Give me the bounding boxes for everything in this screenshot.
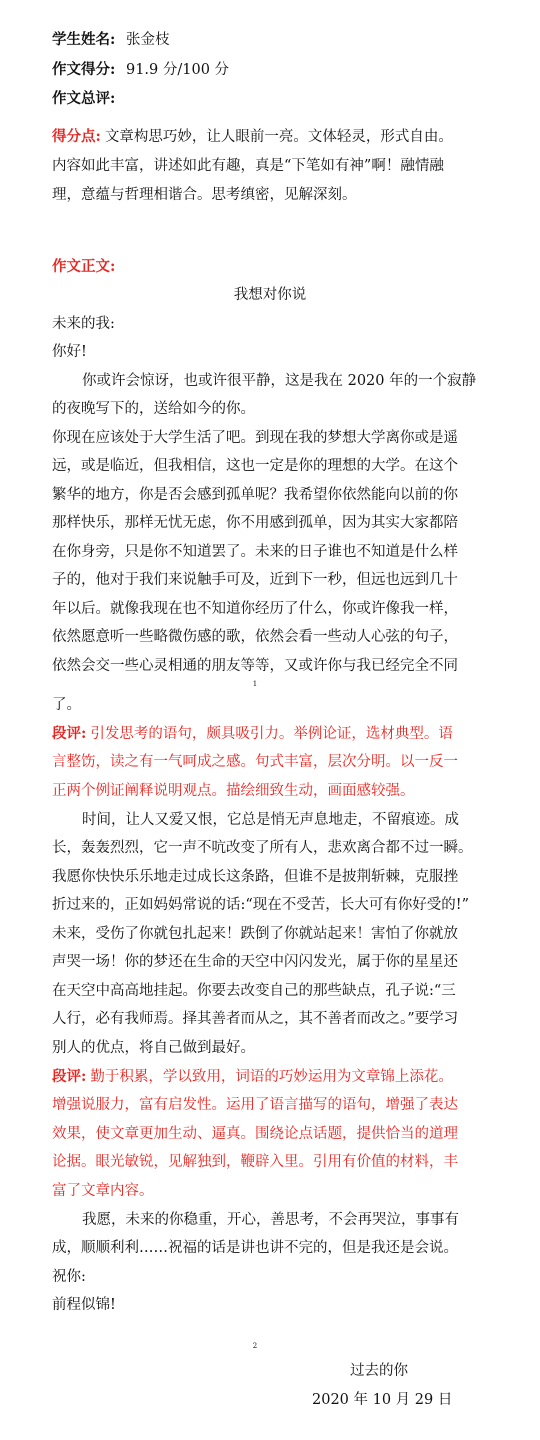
para1-line-1: 你或许会惊讶，也或许很平静，这是我在 2020 年的一个寂静 <box>82 373 477 389</box>
score-value: 91.9 分/100 分 <box>125 62 230 78</box>
para4-line-1: 我愿，未来的你稳重，开心，善思考，不会再哭泣，事事有 <box>82 1212 459 1228</box>
overall-comment-label: 作文总评: <box>52 90 116 107</box>
closing-line-1: 祝你: <box>52 1269 86 1285</box>
para3-line-8: 人行，必有我师焉。择其善者而从之，其不善者而改之。”要学习 <box>52 1011 459 1027</box>
greeting-line-1: 未来的我: <box>52 316 115 332</box>
para3-line-2: 长，轰轰烈烈，它一声不吭改变了所有人，悲欢离合都不过一瞬。 <box>52 840 473 856</box>
para3-line-3: 我愿你快快乐乐地走过成长这条路，但谁不是披荆斩棘，克服挫 <box>52 869 458 885</box>
comment2-line-1: 段评: 勤于积累，学以致用，词语的巧妙运用为文章锦上添花。 <box>52 1068 453 1085</box>
student-name-row <box>52 30 169 50</box>
comment1-line-2: 言整饬，读之有一气呵成之感。句式丰富，层次分明。以一反一 <box>52 754 458 770</box>
score-points-line-2: 内容如此丰富，讲述如此有趣，真是“下笔如有神”啊！融情融 <box>52 158 444 174</box>
essay-label: 作文正文: <box>52 258 116 275</box>
para3-line-6: 声哭一场！你的梦还在生命的天空中闪闪发光，属于你的星星还 <box>52 954 458 970</box>
para3-line-4: 折过来的，正如妈妈常说的话:“现在不受苦，长大可有你好受的!” <box>52 897 470 913</box>
para2-end: 了。 <box>52 697 81 713</box>
para2-line-9: 依然会交一些心灵相通的朋友等等，又或许你与我已经完全不同 <box>52 658 458 674</box>
closing-line-2: 前程似锦! <box>52 1297 116 1313</box>
comment2-line-5: 富了文章内容。 <box>52 1183 154 1199</box>
para3-line-5: 未来，受伤了你就包扎起来！跌倒了你就站起来！害怕了你就放 <box>52 926 458 942</box>
page-number-1: 1 <box>252 680 258 688</box>
date: 2020 年 10 月 29 日 <box>312 1392 453 1408</box>
comment1-label: 段评: <box>52 725 87 742</box>
student-name-label: 学生姓名: <box>52 31 116 48</box>
para3-line-1: 时间，让人又爱又恨，它总是悄无声息地走，不留痕迹。成 <box>82 812 459 828</box>
para3-line-7: 在天空中高高地挂起。你要去改变自己的那些缺点，孔子说:“三 <box>52 983 456 999</box>
essay-title: 我想对你说 <box>233 287 307 303</box>
para3-line-9: 别人的优点，将自己做到最好。 <box>52 1040 255 1056</box>
para2-line-2: 远，或是临近，但我相信，这也一定是你的理想的大学。在这个 <box>52 458 458 474</box>
signature: 过去的你 <box>350 1363 408 1379</box>
comment2-line-2: 增强说服力，富有启发性。运用了语言描写的语句，增强了表达 <box>52 1097 458 1113</box>
score-points-line-3: 理，意蕴与哲理相谐合。思考缜密，见解深刻。 <box>52 187 357 203</box>
para4-line-2: 成，顺顺利利……祝福的话是讲也讲不完的，但是我还是会说。 <box>52 1240 458 1256</box>
comment2-label: 段评: <box>52 1068 87 1085</box>
para2-line-3: 繁华的地方，你是否会感到孤单呢？我希望你依然能向以前的你 <box>52 487 458 503</box>
para2-line-4: 那样快乐，那样无忧无虑，你不用感到孤单，因为其实大家都陪 <box>52 515 458 531</box>
para1-line-2: 的夜晚写下的，送给如今的你。 <box>52 401 255 417</box>
greeting-line-2: 你好! <box>52 344 87 360</box>
comment2-line-3: 效果，使文章更加生动、逼真。围绕论点话题，提供恰当的道理 <box>52 1126 458 1142</box>
para2-line-1: 你现在应该处于大学生活了吧。到现在我的梦想大学离你或是遥 <box>52 430 458 446</box>
score-label: 作文得分: <box>52 61 116 78</box>
para2-line-6: 子的，他对于我们来说触手可及，近到下一秒，但远也远到几十 <box>52 572 458 588</box>
student-name-value: 张金枝 <box>125 32 170 48</box>
comment2-line-4: 论据。眼光敏锐，见解独到，鞭辟入里。引用有价值的材料，丰 <box>52 1154 458 1170</box>
page-number-2: 2 <box>252 1342 258 1350</box>
score-row <box>52 60 229 80</box>
para2-line-7: 年以后。就像我现在也不知道你经历了什么，你或许像我一样， <box>52 601 458 617</box>
comment1-line-1: 段评: 引发思考的语句，颇具吸引力。举例论证，选材典型。语 <box>52 725 453 742</box>
score-points-label: 得分点: <box>52 128 101 145</box>
comment1-line-3: 正两个例证阐释说明观点。描绘细致生动，画面感较强。 <box>52 783 415 799</box>
para2-line-5: 在你身旁，只是你不知道罢了。未来的日子谁也不知道是什么样 <box>52 544 458 560</box>
score-points-line-1: 得分点: 文章构思巧妙，让人眼前一亮。文体轻灵，形式自由。 <box>52 128 453 145</box>
para2-line-8: 依然愿意听一些略微伤感的歌，依然会看一些动人心弦的句子， <box>52 629 458 645</box>
